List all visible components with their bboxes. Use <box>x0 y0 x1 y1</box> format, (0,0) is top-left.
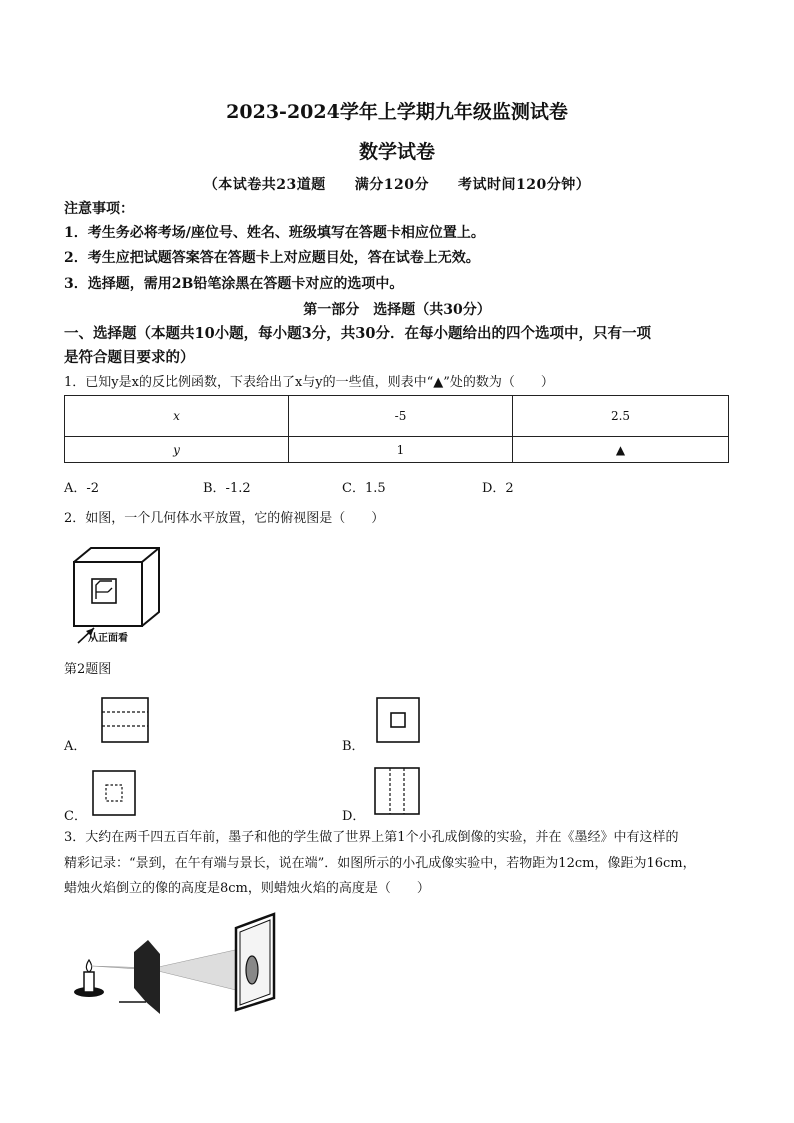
q2-stem: 2．如图，一个几何体水平放置，它的俯视图是（ ） <box>64 511 385 526</box>
q2-option-a-figure <box>101 697 149 743</box>
section-title: 第一部分 选择题（共30分） <box>303 302 491 318</box>
q1-table-row-x <box>65 396 729 437</box>
q2-option-d-figure <box>374 767 420 815</box>
q3-line1: 3．大约在两千四五百年前，墨子和他的学生做了世界上第1个小孔成倒像的实验，并在《墨经》中有这样的 <box>64 830 679 845</box>
q1-option-a: A．-2 <box>64 481 100 496</box>
q1-option-c: C．1.5 <box>342 481 386 496</box>
q2-option-a: A． <box>64 739 87 754</box>
table-cell: 1 <box>289 437 513 463</box>
q3-pinhole-figure <box>64 910 284 1015</box>
q2-option-b-figure <box>376 697 420 743</box>
table-cell: y <box>65 437 289 463</box>
q2-option-c: C． <box>64 809 87 824</box>
q1-table-row-y <box>65 437 729 463</box>
note-item-3: 3．选择题，需用2B铅笔涂黑在答题卡对应的选项中。 <box>64 276 404 292</box>
q3-line3: 蜡烛火焰倒立的像的高度是8cm，则蜡烛火焰的高度是（ ） <box>64 881 430 896</box>
q2-option-b: B． <box>342 739 365 754</box>
q2-option-c-figure <box>92 770 136 816</box>
notes-heading: 注意事项： <box>64 201 134 217</box>
exam-title: 2023-2024学年上学期九年级监测试卷 <box>226 101 568 123</box>
q2-option-d: D． <box>342 809 366 824</box>
q1-option-b: B．-1.2 <box>203 481 251 496</box>
table-cell: 2.5 <box>513 396 729 437</box>
q2-figure-label: 从正面看 <box>88 633 128 644</box>
q1-option-d: D．2 <box>482 481 514 496</box>
table-cell: ▲ <box>513 437 729 463</box>
subject-title: 数学试卷 <box>358 141 435 163</box>
q2-caption: 第2题图 <box>64 662 112 677</box>
note-item-1: 1．考生务必将考场/座位号、姓名、班级填写在答题卡相应位置上。 <box>64 225 485 241</box>
note-item-2: 2．考生应把试题答案答在答题卡上对应题目处，答在试卷上无效。 <box>64 250 480 266</box>
table-cell: x <box>65 396 289 437</box>
table-cell: -5 <box>289 396 513 437</box>
q1-table <box>64 395 729 463</box>
part-instructions-line1: 一、选择题（本题共10小题，每小题3分，共30分．在每小题给出的四个选项中，只有一项 <box>64 325 651 342</box>
q1-stem: 1．已知y是x的反比例函数，下表给出了x与y的一些值，则表中“▲”处的数为（ ） <box>64 375 554 390</box>
exam-info: （本试卷共23道题 满分120分 考试时间120分钟） <box>203 177 591 193</box>
q3-line2: 精彩记录：“景到，在午有端与景长，说在端”．如图所示的小孔成像实验中，若物距为12cm，像距为16cm， <box>64 856 696 871</box>
part-instructions-line2: 是符合题目要求的） <box>64 349 195 366</box>
